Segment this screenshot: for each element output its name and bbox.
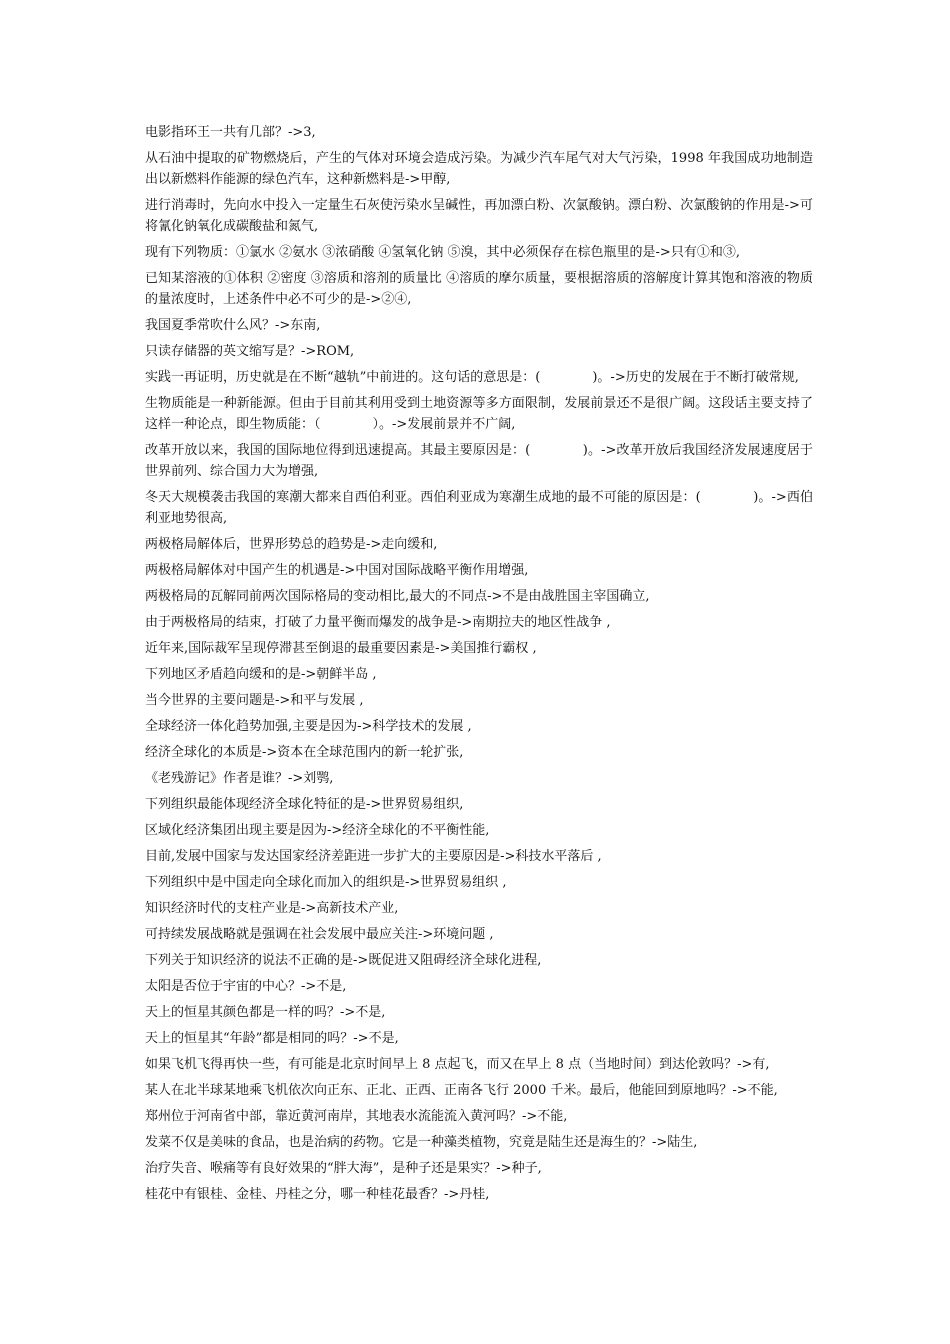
- qa-line: 进行消毒时，先向水中投入一定量生石灰使污染水呈碱性，再加漂白粉、次氯酸钠。漂白粉、次氯酸钠的作用是->可将氰化钠氧化成碳酸盐和氮气,: [145, 198, 813, 234]
- qa-line: 现有下列物质：①氯水 ②氨水 ③浓硝酸 ④氢氧化钠 ⑤溴，其中必须保存在棕色瓶里的是->只有①和③,: [145, 245, 740, 260]
- qa-line: 治疗失音、喉痛等有良好效果的“胖大海”，是种子还是果实？->种子,: [145, 1161, 542, 1176]
- qa-line: 某人在北半球某地乘飞机依次向正东、正北、正西、正南各飞行 2000 千米。最后，他能回到原地吗？->不能,: [145, 1083, 778, 1098]
- qa-line: 经济全球化的本质是->资本在全球范围内的新一轮扩张,: [145, 745, 464, 760]
- qa-line: 郑州位于河南省中部，靠近黄河南岸，其地表水流能流入黄河吗？->不能,: [145, 1109, 568, 1124]
- qa-line: 下列组织中是中国走向全球化而加入的组织是->世界贸易组织 ,: [145, 875, 507, 890]
- qa-line: 《老残游记》作者是谁？->刘鹗,: [145, 771, 334, 786]
- qa-line: 太阳是否位于宇宙的中心？->不是,: [145, 979, 347, 994]
- qa-line: 只读存储器的英文缩写是？->ROM,: [145, 344, 355, 359]
- qa-line: 生物质能是一种新能源。但由于目前其利用受到土地资源等多方面限制，发展前景还不是很广阔。这段话主要支持了这样一种论点，即生物质能：（ ）。->发展前景并不广阔,: [145, 396, 813, 432]
- qa-line: 已知某溶液的①体积 ②密度 ③溶质和溶剂的质量比 ④溶质的摩尔质量，要根据溶质的溶解度计算其饱和溶液的物质的量浓度时，上述条件中必不可少的是->②④,: [145, 271, 813, 307]
- qa-line: 如果飞机飞得再快一些，有可能是北京时间早上 8 点起飞，而又在早上 8 点（当地时间）到达伦敦吗？->有,: [145, 1057, 770, 1072]
- qa-line: 两极格局的瓦解同前两次国际格局的变动相比,最大的不同点->不是由战胜国主宰国确立,: [145, 589, 650, 604]
- qa-line: 两极格局解体对中国产生的机遇是->中国对国际战略平衡作用增强,: [145, 563, 529, 578]
- qa-line: 天上的恒星其“年龄”都是相同的吗？->不是,: [145, 1031, 399, 1046]
- qa-line: 发菜不仅是美味的食品，也是治病的药物。它是一种藻类植物，究竟是陆生还是海生的？->陆生,: [145, 1135, 698, 1150]
- qa-line: 天上的恒星其颜色都是一样的吗？->不是,: [145, 1005, 386, 1020]
- qa-line: 区域化经济集团出现主要是因为->经济全球化的不平衡性能,: [145, 823, 490, 838]
- qa-line: 下列地区矛盾趋向缓和的是->朝鲜半岛 ,: [145, 667, 377, 682]
- qa-line: 电影指环王一共有几部？->3,: [145, 125, 316, 140]
- qa-line: 改革开放以来，我国的国际地位得到迅速提高。其最主要原因是：( )。->改革开放后我国经济发展速度居于世界前列、综合国力大为增强,: [145, 443, 813, 479]
- qa-line: 近年来,国际裁军呈现停滞甚至倒退的最重要因素是->美国推行霸权 ,: [145, 641, 537, 656]
- qa-line: 实践一再证明，历史就是在不断“越轨”中前进的。这句话的意思是：( )。->历史的发展在于不断打破常规,: [145, 370, 799, 385]
- qa-line: 知识经济时代的支柱产业是->高新技术产业,: [145, 901, 399, 916]
- qa-line: 目前,发展中国家与发达国家经济差距进一步扩大的主要原因是->科技水平落后 ,: [145, 849, 602, 864]
- qa-line: 可持续发展战略就是强调在社会发展中最应关注->环境问题 ,: [145, 927, 494, 942]
- qa-line: 冬天大规模袭击我国的寒潮大都来自西伯利亚。西伯利亚成为寒潮生成地的最不可能的原因是：( )。->西伯利亚地势很高,: [145, 490, 813, 526]
- qa-line: 由于两极格局的结束，打破了力量平衡而爆发的战争是->南期拉夫的地区性战争 ,: [145, 615, 611, 630]
- qa-line: 下列组织最能体现经济全球化特征的是->世界贸易组织,: [145, 797, 464, 812]
- qa-line: 从石油中提取的矿物燃烧后，产生的气体对环境会造成污染。为减少汽车尾气对大气污染，1998 年我国成功地制造出以新燃料作能源的绿色汽车，这种新燃料是->甲醇,: [145, 151, 813, 187]
- qa-line: 全球经济一体化趋势加强,主要是因为->科学技术的发展 ,: [145, 719, 472, 734]
- qa-line: 下列关于知识经济的说法不正确的是->既促进又阻碍经济全球化进程,: [145, 953, 542, 968]
- qa-line: 两极格局解体后，世界形势总的趋势是->走向缓和,: [145, 537, 438, 552]
- qa-line: 桂花中有银桂、金桂、丹桂之分，哪一种桂花最香？->丹桂,: [145, 1187, 490, 1202]
- qa-line: 当今世界的主要问题是->和平与发展 ,: [145, 693, 364, 708]
- qa-line: 我国夏季常吹什么风？->东南,: [145, 318, 321, 333]
- document-body: [145, 122, 813, 1210]
